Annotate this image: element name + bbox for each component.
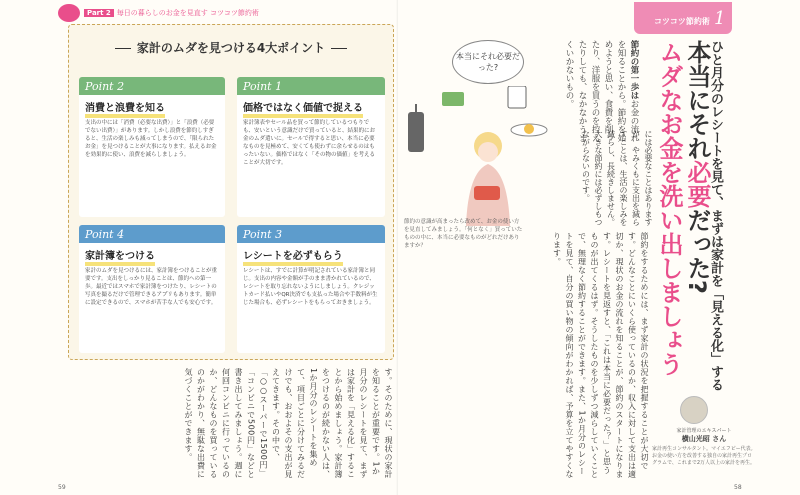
point-title: 消費と浪費を知る: [85, 103, 165, 118]
point-card-4: [79, 225, 225, 353]
avatar: [680, 396, 708, 424]
point-title: 家計簿をつける: [85, 251, 155, 266]
headline-sub: ひと月分のレシートを見て、まずは家計を「見える化」する: [708, 40, 723, 391]
page-number-right: 58: [734, 484, 742, 491]
point-body: 家計簿表やセール品を買って節約しているつもりでも、安いという意識だけで買っていると、結果的にお金のムダ遣いに。セールで得すると思い、本当に必要なものを見極めて、安くても使わずに余らせるのはもったいない。価格ではなく「その物の価値」を考えることが大切です。: [243, 120, 376, 166]
point-card-1: [237, 77, 385, 217]
point-title: レシートを必ずもらう: [243, 251, 343, 266]
speech-bubble: 本当にそれ必要だった?: [452, 40, 524, 84]
point-title: 価格ではなく価値で捉える: [243, 103, 363, 118]
points-box: [68, 24, 394, 360]
piggy-bank-icon: [58, 4, 80, 22]
right-body-text: 節約をするためには、まず家計の状況を把握することが大切です。どんなことにいくら使っているのか、収入に対して支出は適切か、現状のお金の流れを知ることが、節約のスタートになります。レシートを見返すと、「これは本当に必要だった？」と思うものが出てくるはず。そうしたものを少しずつ減らしていくことで、無理なく節約することができます。また、1か月分のレシートを見て、自分の買い物の傾向がわかれば、予算を立てやすくなります。: [552, 232, 649, 479]
section-tab-label: コツコツ節約術: [654, 17, 710, 26]
section-tab: [634, 2, 732, 34]
profile-role: 家計管理のエキスパート: [676, 428, 732, 434]
point-card-3: [237, 225, 385, 353]
point-body: レシートは、すでに計算が明記されている家計簿と同じ。支出の内容や金額が手のまま書かれているので、レシートを取り忘れないようにしましょう。クレジットカード払いやQR決済でも支払った場合や手数料が生じた場合も、必ずレシートをもらっておきましょう。: [243, 268, 378, 306]
headline-main-1: 本当にそれ必要だった?: [683, 40, 711, 294]
profile-desc: 家計再生コンサルタント。マイエフピー代表。お金の使い方を改善する独自の家計再生プログラムで、これまで2万人以上の家計を再生。: [652, 446, 756, 466]
profile: [652, 396, 756, 467]
profile-name: 横山光昭 さん: [681, 435, 727, 443]
lead-text: 節約の第一歩はお金の流れを知ることから。節約を始めようと思い、食費を削ったり、洋服を買うのを控えたりしても、なかなかうまくいかないもの。: [564, 40, 639, 142]
point-card-2: [79, 77, 225, 217]
headline-main-2: ムダなお金を洗い出しましょう: [655, 40, 683, 376]
point-label: Point 3: [237, 225, 385, 243]
section-tab-number: 1: [714, 8, 726, 29]
point-label: Point 2: [79, 77, 225, 95]
illustration-caption: 節約の意識が高まったら改めて、お金の使い方を見直してみましょう。「何となく」買っていたものの中に、本当に必要なものがどれだけありますか？: [404, 219, 523, 249]
woman-shopping-illustration: [404, 86, 554, 226]
page-number-left: 59: [58, 484, 66, 491]
points-box-title: 家計のムダを見つける4大ポイント: [69, 39, 393, 56]
point-label: Point 4: [79, 225, 225, 243]
point-body: 支出の中には「消費（必要な出費）」と「浪費（必要でない出費）」があります。しかし浪費を節約しすぎると、生活の楽しみも減ってしまうので、「限られたお金」を見つけることが大事になります。払えるお金を効果的に使い、浪費を減らしましょう。: [85, 120, 217, 158]
point-label: Point 1: [237, 77, 385, 95]
left-body-text: す。そのために、現状の家計を知ることが重要です。1か月分のレシートを見て、まずは家計を「見える化」することから始めましょう。家計簿をつけるのが続かない人は、1か月分のレシートを集めて、項目ごとに分けてみるだけでも、おおよその支出が見えてきます。その中で、「○○スーパーで1500円」「コンビニで500円」などと書き出してみましょう。週に何回コンビニに行っているのか、どんなものを買っているのかがわかり、無駄な出費に気づくことができます。: [184, 368, 393, 479]
point-body: 家計のムダを見つけるには、家計簿をつけることが重要です。支出をしっかり見ることは、節約への第一歩。最近ではスマホで家計簿をつけたり、レシートの写真を撮るだけで管理できるアプリもあります。簡単に設定できるので、スマホが苦手な人でも安心です。: [85, 268, 218, 306]
right-body-text-top: には必要なことはありますが、やみくもに支出を減らすことは、生活の楽しみを減らし、長続きしません。大きな節約には必ずしもつながらないのです。: [581, 130, 653, 226]
page-header: Part 2 毎日の暮らしのお金を見直す コツコツ節約術: [84, 8, 259, 18]
